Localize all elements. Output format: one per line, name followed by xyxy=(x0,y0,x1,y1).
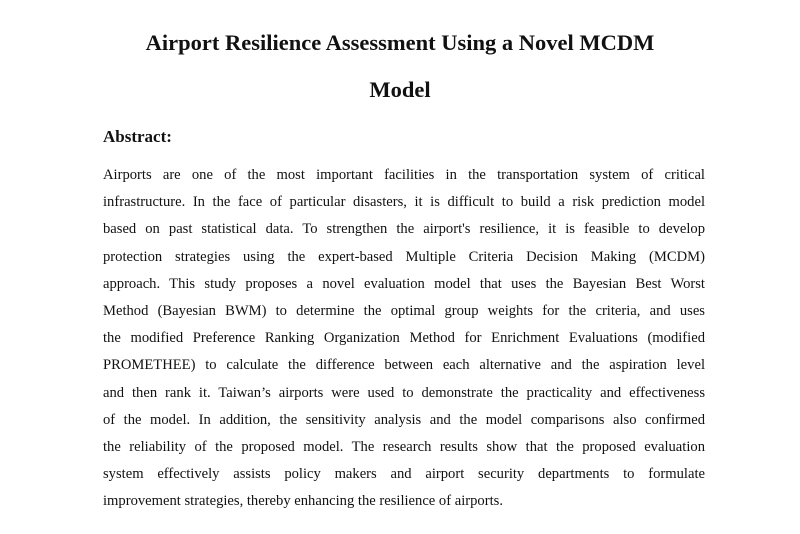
abstract-line: and then rank it. Taiwan’s airports were used to demonstrate the practicality and effectiveness xyxy=(103,384,705,401)
abstract-line: the reliability of the proposed model. The research results show that the proposed evaluation xyxy=(103,438,705,455)
abstract-line: of the model. In addition, the sensitivity analysis and the model comparisons also confirmed xyxy=(103,411,705,428)
abstract-line: Airports are one of the most important facilities in the transportation system of critical xyxy=(103,167,705,183)
paper-title-line-2: Model xyxy=(369,77,431,102)
abstract-line: PROMETHEE) to calculate the difference between each alternative and the aspiration level xyxy=(103,357,705,374)
abstract-line: improvement strategies, thereby enhancing the resilience of airports. xyxy=(103,493,503,510)
abstract-line: system effectively assists policy makers and airport security departments to formulate xyxy=(103,466,705,483)
abstract-line: based on past statistical data. To strengthen the airport's resilience, it is feasible to develop xyxy=(103,221,705,238)
abstract-heading: Abstract: xyxy=(103,127,172,146)
abstract-line: infrastructure. In the face of particular disasters, it is difficult to build a risk prediction model xyxy=(103,194,705,211)
abstract-line: protection strategies using the expert-based Multiple Criteria Decision Making (MCDM) xyxy=(103,248,705,265)
paper-title-line-1: Airport Resilience Assessment Using a Novel MCDM xyxy=(145,30,655,55)
abstract-line: approach. This study proposes a novel evaluation model that uses the Bayesian Best Worst xyxy=(103,275,705,292)
abstract-line: Method (Bayesian BWM) to determine the optimal group weights for the criteria, and uses xyxy=(103,302,705,319)
abstract-line: the modified Preference Ranking Organization Method for Enrichment Evaluations (modified xyxy=(103,330,705,347)
abstract-body xyxy=(103,162,705,515)
